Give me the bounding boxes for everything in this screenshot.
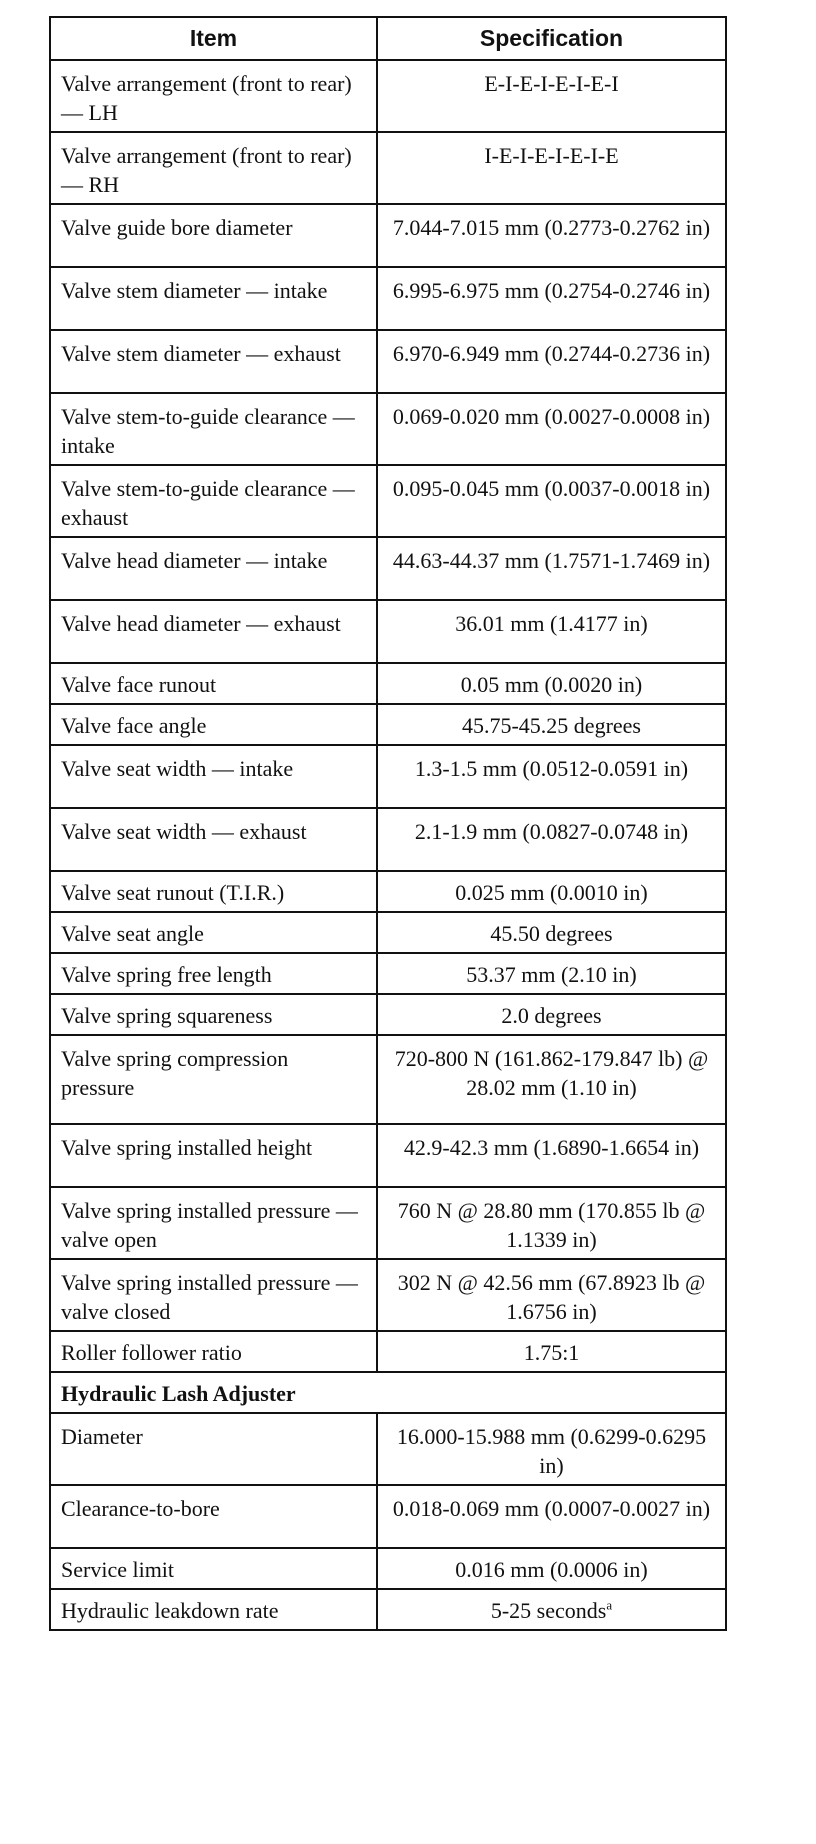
table-row — [50, 537, 726, 600]
item-cell — [50, 1331, 377, 1372]
spec-text: 45.75-45.25 degrees — [461, 713, 641, 738]
item-cell — [50, 393, 377, 465]
table-row — [50, 912, 726, 953]
section-title: Hydraulic Lash Adjuster — [61, 1381, 296, 1406]
spec-text: 0.025 mm (0.0010 in) — [455, 880, 648, 905]
section-header-row — [50, 1372, 726, 1413]
spec-text: 5-25 seconds — [490, 1598, 607, 1623]
spec-cell — [377, 808, 726, 871]
item-text: Roller follower ratio — [61, 1340, 242, 1365]
item-cell — [50, 808, 377, 871]
spec-text: I-E-I-E-I-E-I-E — [484, 143, 619, 168]
table-row — [50, 953, 726, 994]
table-row — [50, 1035, 726, 1124]
table-row — [50, 132, 726, 204]
table-row — [50, 1331, 726, 1372]
spec-text: 42.9-42.3 mm (1.6890-1.6654 in) — [403, 1135, 700, 1160]
spec-cell — [377, 1548, 726, 1589]
spec-cell — [377, 132, 726, 204]
item-cell — [50, 132, 377, 204]
item-cell — [50, 330, 377, 393]
table-row — [50, 1589, 726, 1630]
table-row — [50, 871, 726, 912]
item-cell — [50, 204, 377, 267]
specification-table — [49, 16, 727, 1631]
spec-cell — [377, 1331, 726, 1372]
item-cell — [50, 1548, 377, 1589]
item-text: Diameter — [61, 1424, 143, 1449]
table-row — [50, 704, 726, 745]
table-row — [50, 745, 726, 808]
spec-cell — [377, 745, 726, 808]
item-text: Valve spring installed pressure — valve open — [61, 1198, 358, 1252]
item-cell — [50, 912, 377, 953]
table-row — [50, 1259, 726, 1331]
spec-cell — [377, 871, 726, 912]
table-row — [50, 204, 726, 267]
footnote-marker: a — [606, 1597, 613, 1613]
spec-text: 6.995-6.975 mm (0.2754-0.2746 in) — [392, 278, 711, 303]
spec-cell — [377, 912, 726, 953]
item-cell — [50, 953, 377, 994]
item-text: Valve spring installed pressure — valve closed — [61, 1270, 358, 1324]
table-row — [50, 1124, 726, 1187]
item-text: Valve stem diameter — intake — [61, 278, 328, 303]
spec-text: 1.3-1.5 mm (0.0512-0.0591 in) — [414, 756, 689, 781]
spec-text: 6.970-6.949 mm (0.2744-0.2736 in) — [392, 341, 711, 366]
item-text: Valve head diameter — exhaust — [61, 611, 341, 636]
spec-text: 760 N @ 28.80 mm (170.855 lb @ 1.1339 in) — [397, 1198, 706, 1252]
item-text: Clearance-to-bore — [61, 1496, 220, 1521]
spec-cell — [377, 1035, 726, 1124]
spec-cell — [377, 60, 726, 132]
spec-cell — [377, 663, 726, 704]
spec-text-with-note — [378, 1590, 725, 1629]
table-row — [50, 808, 726, 871]
spec-cell — [377, 393, 726, 465]
item-cell — [50, 663, 377, 704]
item-cell — [50, 704, 377, 745]
table-row — [50, 1485, 726, 1548]
item-cell — [50, 1124, 377, 1187]
spec-text: 720-800 N (161.862-179.847 lb) @ 28.02 mm (1.10 in) — [394, 1046, 709, 1100]
item-text: Valve spring free length — [61, 962, 272, 987]
item-cell — [50, 1035, 377, 1124]
spec-text: 16.000-15.988 mm (0.6299-0.6295 in) — [396, 1424, 707, 1478]
spec-text: 2.1-1.9 mm (0.0827-0.0748 in) — [414, 819, 689, 844]
spec-cell — [377, 537, 726, 600]
spec-cell — [377, 1187, 726, 1259]
item-text: Valve stem-to-guide clearance — exhaust — [61, 476, 355, 530]
spec-cell — [377, 953, 726, 994]
item-text: Valve spring installed height — [61, 1135, 313, 1160]
table-row — [50, 994, 726, 1035]
item-cell — [50, 1259, 377, 1331]
spec-text: 302 N @ 42.56 mm (67.8923 lb @ 1.6756 in) — [397, 1270, 706, 1324]
spec-cell — [377, 994, 726, 1035]
item-cell — [50, 1589, 377, 1630]
spec-cell — [377, 1485, 726, 1548]
spec-cell — [377, 1589, 726, 1630]
item-text: Valve face angle — [61, 713, 207, 738]
spec-text: 45.50 degrees — [490, 921, 613, 946]
table-row — [50, 663, 726, 704]
spec-cell — [377, 704, 726, 745]
item-text: Valve stem-to-guide clearance — intake — [61, 404, 355, 458]
item-cell — [50, 267, 377, 330]
spec-text: 0.05 mm (0.0020 in) — [460, 672, 643, 697]
spec-cell — [377, 465, 726, 537]
item-text: Valve spring compression pressure — [61, 1046, 289, 1100]
item-text: Hydraulic leakdown rate — [61, 1598, 279, 1623]
spec-cell — [377, 204, 726, 267]
item-cell — [50, 60, 377, 132]
spec-text: 0.016 mm (0.0006 in) — [455, 1557, 648, 1582]
spec-cell — [377, 1259, 726, 1331]
spec-text: 36.01 mm (1.4177 in) — [455, 611, 648, 636]
item-cell — [50, 1485, 377, 1548]
table-row — [50, 465, 726, 537]
table-row — [50, 393, 726, 465]
item-text: Valve seat angle — [61, 921, 204, 946]
item-text: Valve seat runout (T.I.R.) — [61, 880, 285, 905]
spec-text: 53.37 mm (2.10 in) — [466, 962, 637, 987]
spec-text: 2.0 degrees — [501, 1003, 602, 1028]
item-text: Valve spring squareness — [61, 1003, 273, 1028]
spec-text: 44.63-44.37 mm (1.7571-1.7469 in) — [392, 548, 711, 573]
item-text: Valve seat width — exhaust — [61, 819, 307, 844]
item-cell — [50, 600, 377, 663]
item-cell — [50, 1413, 377, 1485]
item-column-header: Item — [50, 17, 377, 60]
table-row — [50, 1187, 726, 1259]
spec-cell — [377, 1124, 726, 1187]
table-row — [50, 330, 726, 393]
spec-text: 0.069-0.020 mm (0.0027-0.0008 in) — [392, 404, 711, 429]
item-text: Service limit — [61, 1557, 175, 1582]
specification-column-header: Specification — [377, 17, 726, 60]
spec-cell — [377, 267, 726, 330]
table-row — [50, 1548, 726, 1589]
table-row — [50, 1413, 726, 1485]
spec-text: 0.095-0.045 mm (0.0037-0.0018 in) — [392, 476, 711, 501]
spec-text: 0.018-0.069 mm (0.0007-0.0027 in) — [392, 1496, 711, 1521]
item-text: Valve arrangement (front to rear) — LH — [61, 71, 352, 125]
item-text: Valve guide bore diameter — [61, 215, 293, 240]
item-text: Valve face runout — [61, 672, 217, 697]
item-cell — [50, 994, 377, 1035]
item-text: Valve arrangement (front to rear) — RH — [61, 143, 352, 197]
item-cell — [50, 465, 377, 537]
item-text: Valve stem diameter — exhaust — [61, 341, 341, 366]
spec-text: 1.75:1 — [523, 1340, 580, 1365]
spec-text: E-I-E-I-E-I-E-I — [484, 71, 619, 96]
item-cell — [50, 1187, 377, 1259]
table-row — [50, 60, 726, 132]
item-text: Valve seat width — intake — [61, 756, 294, 781]
spec-text: 7.044-7.015 mm (0.2773-0.2762 in) — [392, 215, 711, 240]
spec-cell — [377, 600, 726, 663]
header-row — [50, 17, 726, 60]
spec-cell — [377, 1413, 726, 1485]
table-row — [50, 600, 726, 663]
item-cell — [50, 537, 377, 600]
spec-cell — [377, 330, 726, 393]
table-row — [50, 267, 726, 330]
item-cell — [50, 745, 377, 808]
item-text: Valve head diameter — intake — [61, 548, 328, 573]
item-cell — [50, 871, 377, 912]
section-header-cell — [50, 1372, 726, 1413]
